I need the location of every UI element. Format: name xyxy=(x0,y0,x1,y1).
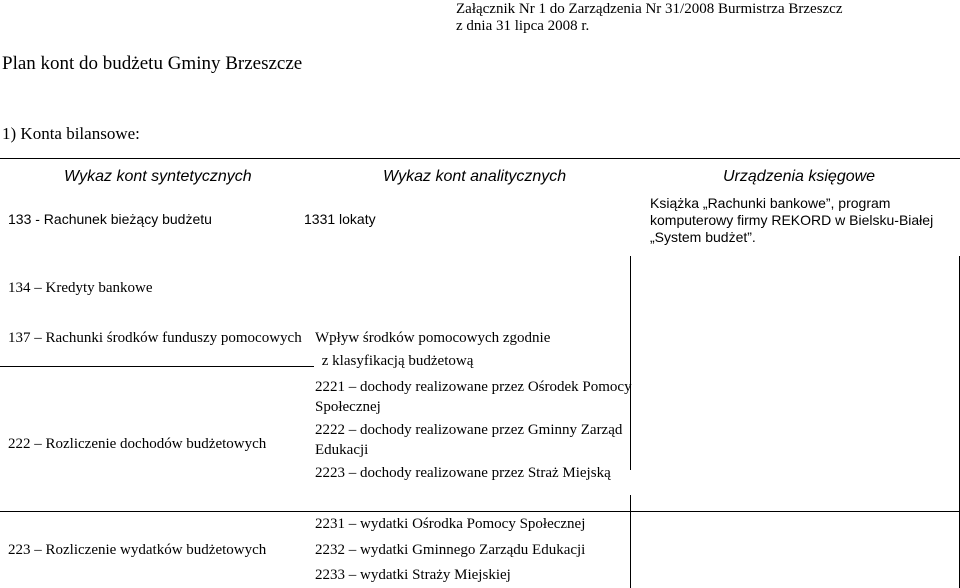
row-separator-222 xyxy=(0,366,314,367)
devices-line: komputerowy firmy REKORD w Bielsku-Białej xyxy=(650,212,934,228)
page-title: Plan kont do budżetu Gminy Brzeszcze xyxy=(2,53,303,74)
account-133: 133 - Rachunek bieżący budżetu xyxy=(8,211,212,227)
col-header-analytical: Wykaz kont analitycznych xyxy=(383,168,567,185)
account-1331: 1331 lokaty xyxy=(304,211,376,227)
devices-133 xyxy=(650,195,933,246)
analytical-line: Społecznej xyxy=(315,399,381,415)
analytical-line: Edukacji xyxy=(315,442,369,458)
account-2221 xyxy=(315,377,632,417)
devices-column-rule xyxy=(630,256,631,470)
account-2233: 2233 – wydatki Straży Miejskiej xyxy=(315,567,511,583)
account-222: 222 – Rozliczenie dochodów budżetowych xyxy=(8,436,267,452)
attachment-line-2: z dnia 31 lipca 2008 r. xyxy=(456,18,590,34)
col-header-devices: Urządzenia księgowe xyxy=(723,168,876,185)
account-2222 xyxy=(315,420,622,460)
col-header-synthetic: Wykaz kont syntetycznych xyxy=(64,168,252,185)
account-2232: 2232 – wydatki Gminnego Zarządu Edukacji xyxy=(315,542,586,558)
account-223: 223 – Rozliczenie wydatków budżetowych xyxy=(8,542,267,558)
section-heading: 1) Konta bilansowe: xyxy=(2,124,140,143)
devices-line: Książka „Rachunki bankowe”, program xyxy=(650,195,891,211)
account-2223: 2223 – dochody realizowane przez Straż Miejską xyxy=(315,465,611,481)
account-137-analytical-1: Wpływ środków pomocowych zgodnie xyxy=(315,330,551,346)
devices-column-rule-lower xyxy=(630,495,631,588)
table-top-rule xyxy=(0,158,960,159)
account-137-analytical-2: z klasyfikacją budżetową xyxy=(318,353,474,369)
account-134: 134 – Kredyty bankowe xyxy=(8,280,153,296)
attachment-line-1: Załącznik Nr 1 do Zarządzenia Nr 31/2008 Burmistrza Brzeszcz xyxy=(456,1,843,17)
row-separator-223 xyxy=(0,511,960,512)
account-2231: 2231 – wydatki Ośrodka Pomocy Społecznej xyxy=(315,516,586,532)
account-137: 137 – Rachunki środków funduszy pomocowych xyxy=(8,330,302,346)
devices-line: „System budżet”. xyxy=(650,229,756,245)
analytical-line: 2221 – dochody realizowane przez Ośrodek Pomocy xyxy=(315,379,632,395)
analytical-line: 2222 – dochody realizowane przez Gminny Zarząd xyxy=(315,422,623,438)
